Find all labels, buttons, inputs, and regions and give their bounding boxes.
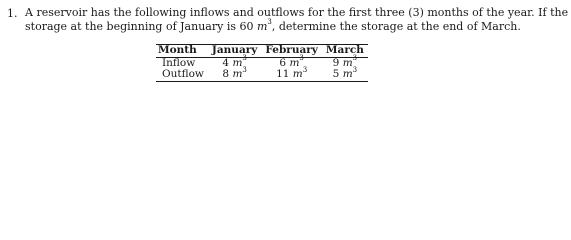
question-line-2-start: storage at the beginning of January is 60 — [25, 20, 257, 33]
storage-unit: m — [256, 20, 268, 33]
question-text — [25, 6, 569, 34]
row-label-outflow: Outflow — [156, 69, 208, 81]
inflow-march: 9 $m^3$ — [332, 54, 358, 69]
inflow-february: 6 $m^3$ — [279, 54, 304, 69]
row-label-inflow: Inflow — [162, 56, 196, 69]
outflow-march: 5 $m^3$ — [322, 69, 368, 81]
header-month: Month — [156, 45, 208, 58]
problem-statement — [0, 0, 571, 101]
question-line-1: A reservoir has the following inflows and outflows for the first three (3) months of the year. If the — [25, 6, 569, 19]
header-january: January — [208, 45, 261, 58]
question-number: 1. — [7, 7, 18, 20]
question-line-2-end: , determine the storage at the end of March. — [271, 20, 521, 33]
inflow-january: 4 $m^3$ — [222, 54, 247, 69]
inflow-outflow-table — [156, 44, 368, 82]
header-march: March — [322, 45, 368, 58]
table-header-row — [156, 45, 368, 58]
question-line-2 — [25, 20, 569, 34]
outflow-january: 8 $m^3$ — [208, 69, 261, 81]
header-february: February — [261, 45, 322, 58]
outflow-february: 11 $m^3$ — [261, 69, 322, 81]
storage-unit-exponent: 3 — [267, 18, 272, 27]
table-row-outflow — [156, 69, 368, 81]
